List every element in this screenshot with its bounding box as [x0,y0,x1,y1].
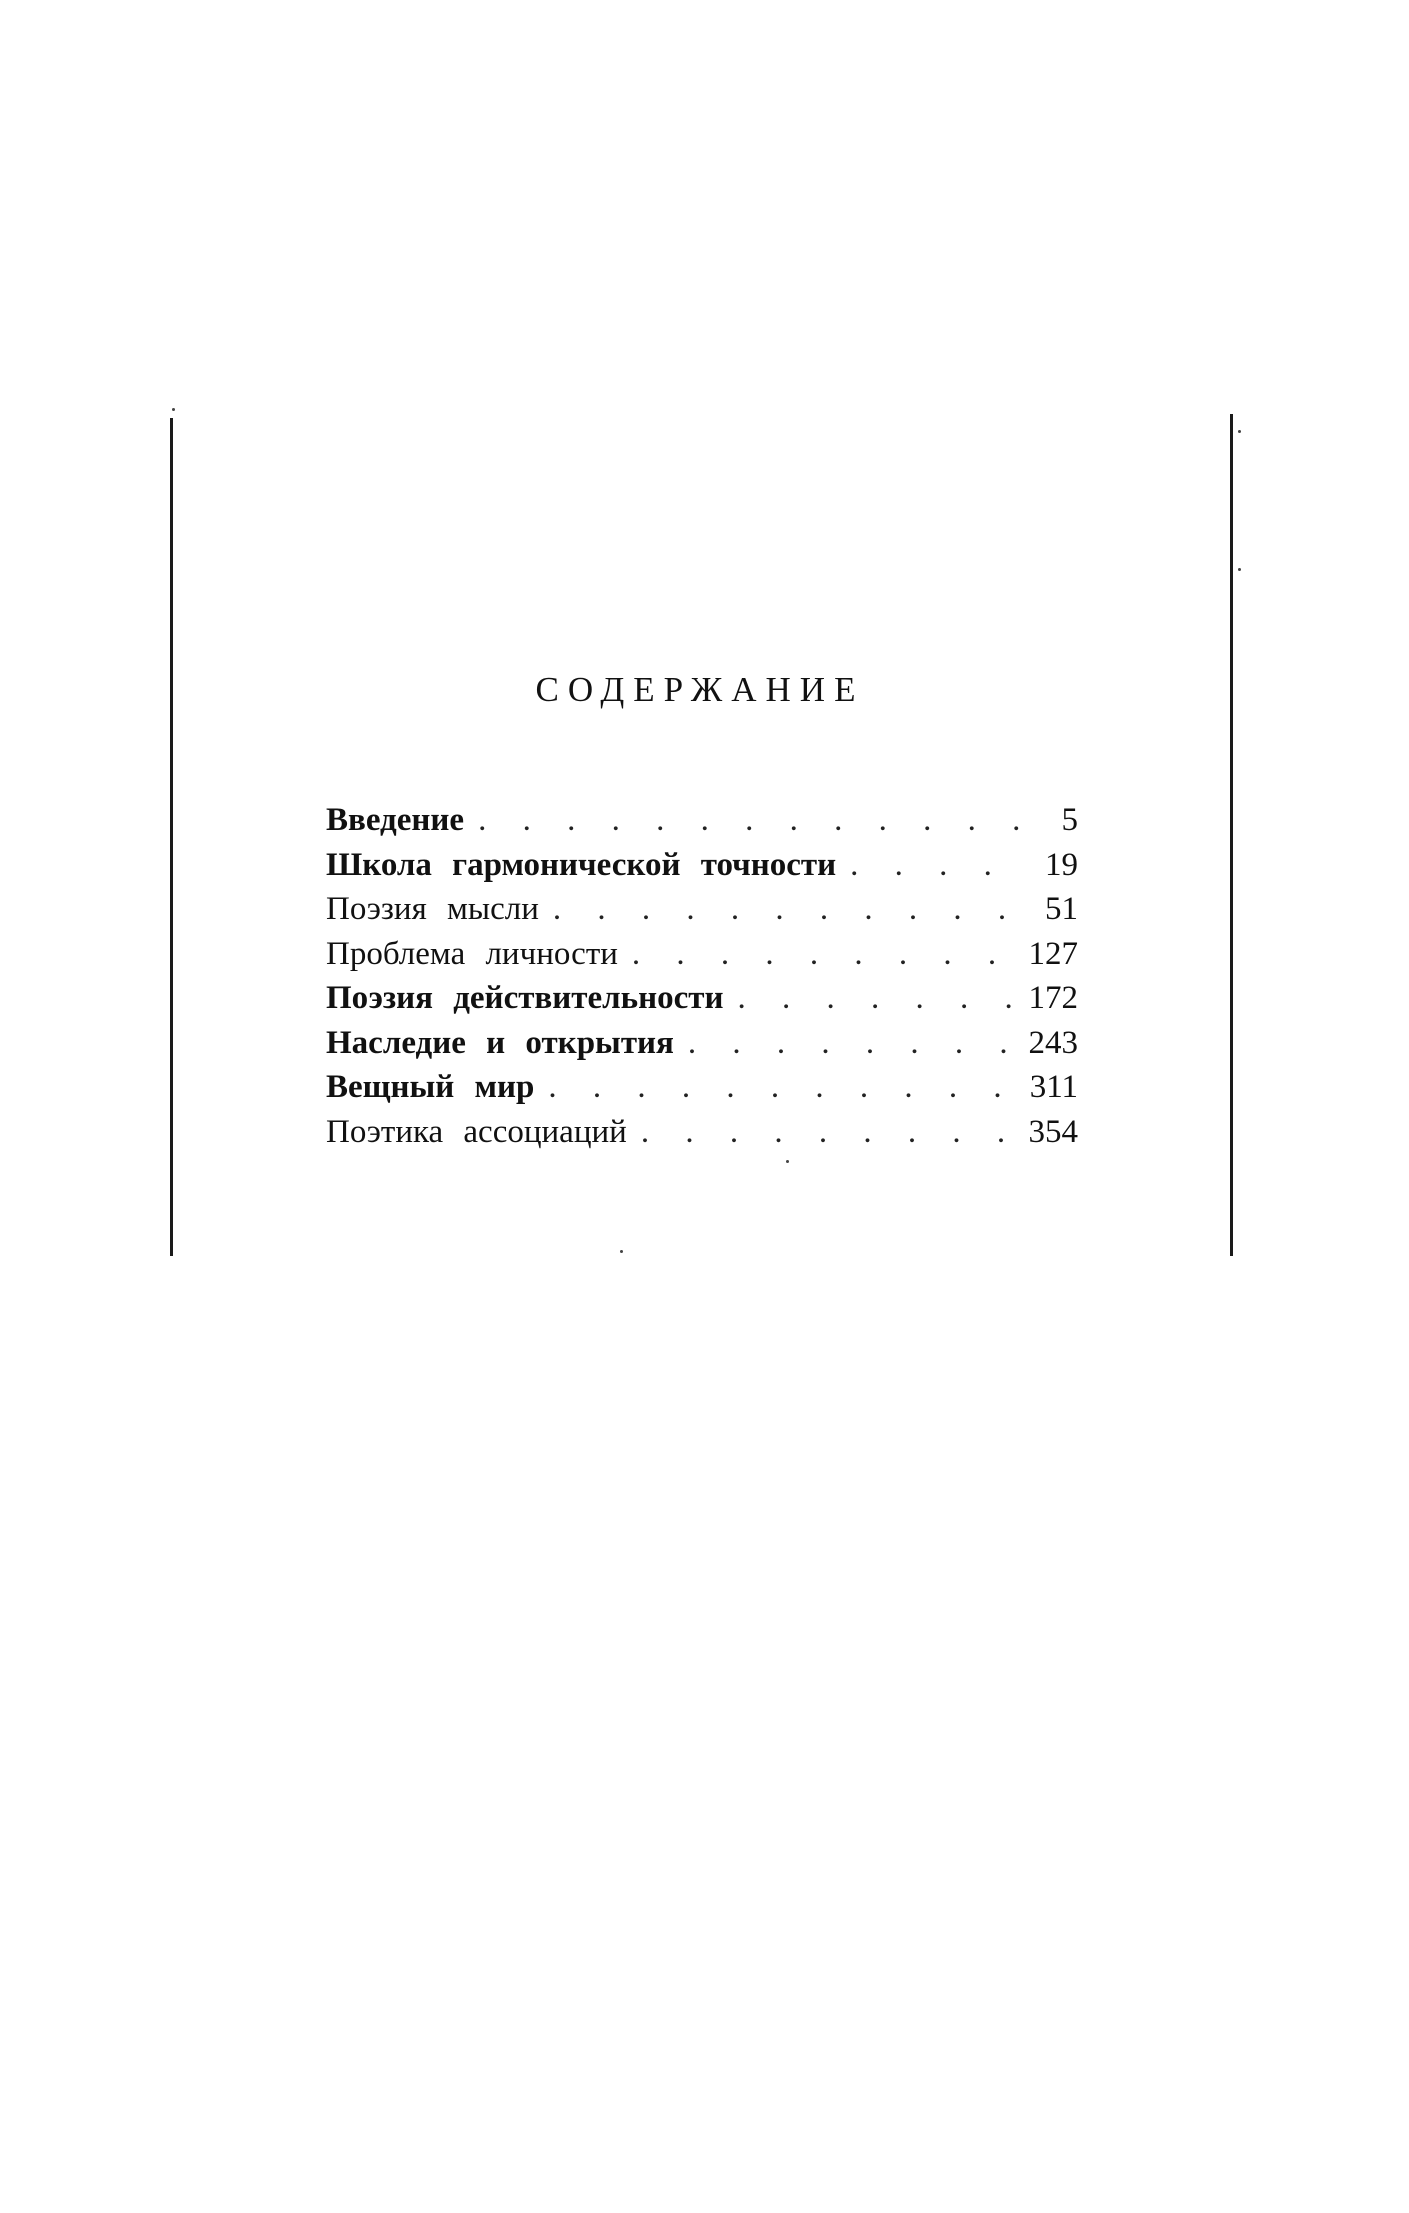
toc-entry-page: 172 [1028,980,1078,1016]
scan-speck [1238,430,1241,433]
toc-entry-title: Вещный мир [326,1069,535,1105]
dot-leader [674,1021,1022,1065]
toc-entry-title: Поэзия действительности [326,980,724,1016]
toc-entry[interactable] [326,1110,1078,1155]
toc-entry-page: 51 [1045,891,1078,927]
toc-entry-page: 5 [1061,802,1078,838]
toc-entry[interactable] [326,798,1078,843]
dot-leader [627,1110,1022,1154]
scan-speck [1238,568,1241,571]
dot-leader [539,887,1022,931]
right-margin-rule [1230,414,1233,1256]
dot-leader [618,932,1022,976]
scan-speck [620,1250,623,1253]
toc-entry-title: Введение [326,802,465,838]
dot-leader [464,798,1022,842]
toc-entry-page: 311 [1029,1069,1078,1105]
scan-speck [786,1160,789,1163]
toc-entry-page: 19 [1045,846,1078,883]
toc-title: СОДЕРЖАНИЕ [535,670,865,709]
toc-entry-title: Поэзия мысли [326,891,539,927]
toc-entry[interactable] [326,976,1078,1021]
dot-leader [836,843,1022,887]
scan-speck [172,408,175,411]
toc-entry[interactable] [326,1065,1078,1110]
dot-leader [723,976,1022,1020]
dot-leader [534,1065,1022,1109]
toc-entry-title: Наследие и открытия [326,1024,674,1061]
toc-entry-title: Школа гармонической точности [326,846,837,883]
toc-entry-title: Проблема личности [326,935,618,972]
toc-entry-page: 243 [1028,1024,1078,1061]
left-margin-rule [170,418,173,1256]
toc-list [326,798,1078,1154]
toc-entry-page: 127 [1028,935,1078,972]
toc-entry[interactable] [326,1021,1078,1066]
toc-entry-title: Поэтика ассоциаций [326,1113,627,1150]
toc-entry[interactable] [326,932,1078,977]
toc-entry-page: 354 [1028,1113,1078,1150]
toc-entry[interactable] [326,887,1078,932]
toc-entry[interactable] [326,843,1078,888]
